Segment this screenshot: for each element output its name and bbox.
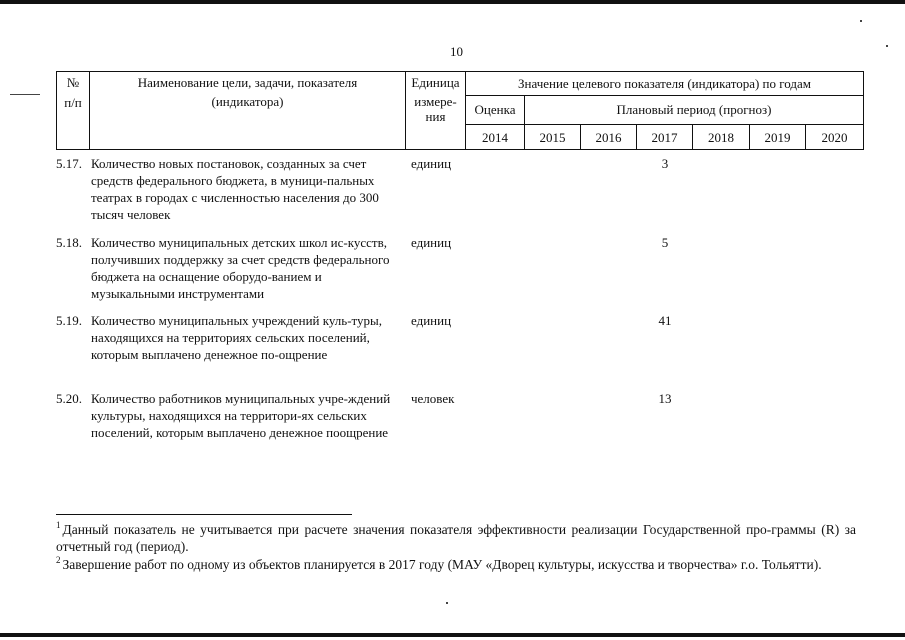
header-num-sub: п/п [64, 95, 82, 110]
indicator-name: Количество работников муниципальных учре-ждений культуры, находящихся на территори-ях сельских поселений, которым выплачено денежное поощрение [91, 391, 391, 440]
indicator-name: Количество муниципальных учреждений куль-туры, находящихся на территориях сельских поселений, которым выплачено денежное по-ощрение [91, 313, 383, 362]
scan-speck [10, 94, 40, 95]
value-2017-cell: 5 [661, 235, 669, 250]
header-num: № [66, 75, 80, 90]
page-number: 10 [450, 44, 463, 59]
scan-top-edge [0, 0, 905, 4]
row-number: 5.17. [56, 156, 82, 171]
row-number: 5.18. [56, 235, 82, 250]
scan-speck [886, 45, 888, 47]
scan-bottom-edge [0, 633, 905, 637]
header-year: 2018 [708, 130, 734, 145]
scan-speck [860, 20, 862, 22]
header-name: Наименование цели, задачи, показателя [137, 75, 358, 90]
footnote-separator [56, 514, 352, 515]
footnote [56, 517, 856, 555]
footnote-text: Данный показатель не учитывается при расчете значения показателя эффективности реализации Государственной про-граммы (R) за отчетный год (период). [56, 522, 856, 554]
unit-cell: человек [411, 391, 455, 406]
col-divider [863, 71, 864, 150]
footnote-text: Завершение работ по одному из объектов планируется в 2017 году (МАУ «Дворец культуры, искусства и творчества» г.о. Тольятти). [62, 557, 822, 572]
header-year: 2019 [764, 130, 791, 145]
scan-speck [446, 602, 448, 604]
header-name-sub: (индикатора) [211, 94, 284, 109]
header-values: Значение целевого показателя (индикатора) по годам [517, 76, 811, 91]
header-estimate: Оценка [474, 102, 516, 117]
header-top-border [56, 71, 864, 72]
header-bottom-border [56, 149, 864, 150]
header-year: 2014 [482, 130, 508, 145]
footnote-mark: 1 [56, 520, 61, 530]
header-plan-period: Плановый период (прогноз) [616, 102, 772, 117]
indicator-name: Количество муниципальных детских школ ис-кусств, получивших поддержку за счет средств федерального бюджета на оснащение оборудо-ванием и музыкальными инструментами [91, 235, 390, 301]
unit-cell: единиц [411, 235, 452, 250]
header-year: 2015 [539, 130, 566, 145]
row-number: 5.19. [56, 313, 82, 328]
header-unit: Единица [411, 75, 460, 90]
header-year: 2017 [651, 130, 678, 145]
unit-cell: единиц [411, 156, 452, 171]
header-year: 2020 [821, 130, 848, 145]
value-2017-cell: 3 [661, 156, 669, 171]
header-year: 2016 [595, 130, 622, 145]
unit-cell: единиц [411, 313, 452, 328]
row-number: 5.20. [56, 391, 82, 406]
value-2017-cell: 13 [658, 391, 672, 406]
header-unit-sub2: ния [425, 109, 446, 124]
footnote-mark: 2 [56, 555, 61, 565]
header-unit-sub: измере- [414, 94, 457, 109]
footnote [56, 552, 856, 573]
indicator-name: Количество новых постановок, созданных за счет средств федерального бюджета, в муници-пальных театрах в городах с численностью населения до 300 тысяч человек [91, 156, 379, 222]
value-2017-cell: 41 [658, 313, 672, 328]
